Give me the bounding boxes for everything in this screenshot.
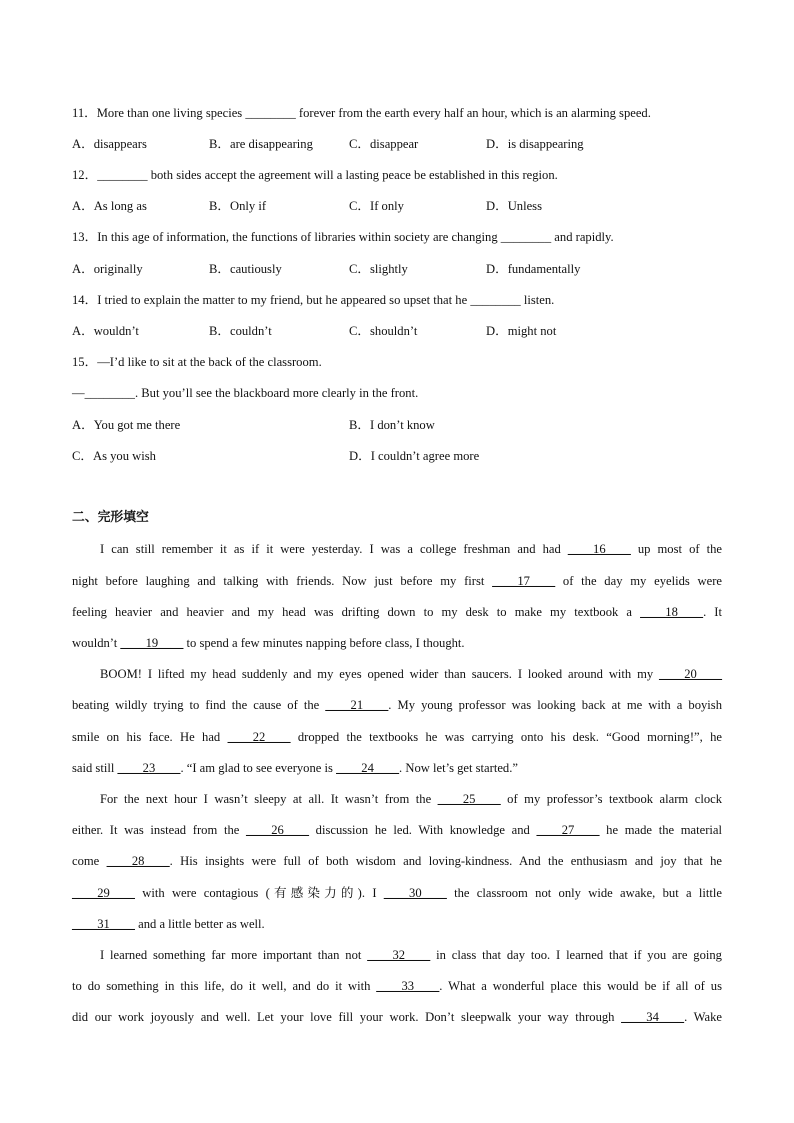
passage-text: . My young professor was looking back at me with a boyish <box>388 698 722 712</box>
cloze-blank[interactable]: ____31____ <box>72 917 135 931</box>
passage-line <box>72 760 722 776</box>
option-d[interactable]: D．I couldn’t agree more <box>349 449 480 463</box>
question-15-stem: 15．—I’d like to sit at the back of the classroom. <box>72 355 322 369</box>
cloze-blank[interactable]: ____20____ <box>659 667 722 681</box>
option-c[interactable]: C．As you wish <box>72 449 156 463</box>
cloze-blank[interactable]: ____34____ <box>621 1010 685 1024</box>
passage-text: said still <box>72 761 118 775</box>
passage-text: come <box>72 854 107 868</box>
option-c[interactable]: C．shouldn’t <box>349 324 418 338</box>
cloze-blank[interactable]: ____28____ <box>106 854 170 868</box>
passage-text: . His insights were full of both wisdom and loving-kindness. And the enthusiasm and joy that he <box>169 854 723 868</box>
option-b[interactable]: B．cautiously <box>209 262 282 276</box>
option-d[interactable]: D．fundamentally <box>486 262 581 276</box>
passage-text: I learned something far more important than not <box>100 948 368 962</box>
passage-text: did our work joyously and well. Let your love fill your work. Don’t sleepwalk your way through <box>72 1010 622 1024</box>
cloze-blank[interactable]: ____23____ <box>117 761 181 775</box>
option-c[interactable]: C．disappear <box>349 137 419 151</box>
cloze-blank[interactable]: ____18____ <box>640 605 704 619</box>
option-a[interactable]: A．As long as <box>72 199 147 213</box>
passage-line <box>100 947 722 963</box>
option-b[interactable]: B．Only if <box>209 199 267 213</box>
option-c[interactable]: C．If only <box>349 199 404 213</box>
passage-text: feeling heavier and heavier and my head was drifting down to my desk to make my textbook a <box>72 605 641 619</box>
cloze-blank[interactable]: ____33____ <box>376 979 440 993</box>
passage-line <box>100 541 722 557</box>
question-14-stem: 14．I tried to explain the matter to my friend, but he appeared so upset that he ________ listen. <box>72 293 555 307</box>
question-15-reply: —________. But you’ll see the blackboard more clearly in the front. <box>72 386 419 400</box>
passage-line <box>72 916 722 932</box>
passage-text: . “I am glad to see everyone is <box>180 761 337 775</box>
question-13-stem: 13．In this age of information, the functions of libraries within society are changing ________ and rapidly. <box>72 230 614 244</box>
passage-text: up most of the <box>630 542 722 556</box>
passage-line <box>72 729 722 745</box>
option-d[interactable]: D．Unless <box>486 199 542 213</box>
passage-text: in class that day too. I learned that if you are going <box>430 948 722 962</box>
section-heading: 二、完形填空 <box>72 510 149 525</box>
cloze-blank[interactable]: ____27____ <box>536 823 600 837</box>
cloze-blank[interactable]: ____32____ <box>367 948 431 962</box>
cloze-blank[interactable]: ____16____ <box>567 542 631 556</box>
passage-text: . Now let’s get started.” <box>399 761 518 775</box>
passage-text: to do something in this life, do it well, and do it with <box>72 979 377 993</box>
passage-text: beating wildly trying to find the cause of the <box>72 698 326 712</box>
passage-line <box>72 822 722 838</box>
passage-text: and a little better as well. <box>134 917 265 931</box>
passage-line <box>72 1009 722 1025</box>
passage-text: with were contagious (有感染力的). I <box>134 886 384 900</box>
passage-line <box>72 604 722 620</box>
passage-line <box>72 635 722 651</box>
question-11-stem: 11．More than one living species ________ forever from the earth every half an hour, which is an alarming speed. <box>72 106 651 120</box>
passage-text: he made the material <box>599 823 723 837</box>
option-a[interactable]: A．You got me there <box>72 418 181 432</box>
option-b[interactable]: B．couldn’t <box>209 324 272 338</box>
option-d[interactable]: D．might not <box>486 324 557 338</box>
cloze-blank[interactable]: ____24____ <box>336 761 400 775</box>
passage-line <box>72 885 722 901</box>
passage-text: I can still remember it as if it were yesterday. I was a college freshman and had <box>100 542 568 556</box>
passage-line <box>100 666 722 682</box>
option-b[interactable]: B．are disappearing <box>209 137 313 151</box>
passage-text: either. It was instead from the <box>72 823 247 837</box>
cloze-blank[interactable]: ____30____ <box>383 886 447 900</box>
passage-line <box>72 697 722 713</box>
option-b[interactable]: B．I don’t know <box>349 418 435 432</box>
passage-text: of my professor’s textbook alarm clock <box>500 792 722 806</box>
passage-text: night before laughing and talking with friends. Now just before my first <box>72 574 493 588</box>
passage-text: For the next hour I wasn’t sleepy at all. It wasn’t from the <box>100 792 438 806</box>
option-a[interactable]: A．disappears <box>72 137 147 151</box>
cloze-blank[interactable]: ____22____ <box>227 730 291 744</box>
passage-text: discussion he led. With knowledge and <box>308 823 537 837</box>
cloze-blank[interactable]: ____29____ <box>72 886 135 900</box>
passage-text: to spend a few minutes napping before class, I thought. <box>183 636 465 650</box>
option-c[interactable]: C．slightly <box>349 262 408 276</box>
passage-text: dropped the textbooks he was carrying onto his desk. “Good morning!”, he <box>290 730 722 744</box>
passage-line <box>100 791 722 807</box>
passage-text: of the day my eyelids were <box>555 574 723 588</box>
passage-line <box>72 978 722 994</box>
option-d[interactable]: D．is disappearing <box>486 137 584 151</box>
passage-line <box>72 853 722 869</box>
passage-text: . What a wonderful place this would be if all of us <box>439 979 722 993</box>
cloze-blank[interactable]: ____19____ <box>120 636 184 650</box>
passage-text: wouldn’t <box>72 636 121 650</box>
cloze-blank[interactable]: ____26____ <box>246 823 309 837</box>
option-a[interactable]: A．originally <box>72 262 143 276</box>
cloze-blank[interactable]: ____21____ <box>325 698 389 712</box>
passage-line <box>72 573 722 589</box>
passage-text: the classroom not only wide awake, but a little <box>446 886 723 900</box>
passage-text: smile on his face. He had <box>72 730 228 744</box>
passage-text: . Wake <box>684 1010 722 1024</box>
cloze-blank[interactable]: ____17____ <box>492 574 556 588</box>
option-a[interactable]: A．wouldn’t <box>72 324 139 338</box>
passage-text: BOOM! I lifted my head suddenly and my eyes opened wider than saucers. I looked around with my <box>100 667 660 681</box>
passage-text: . It <box>703 605 722 619</box>
question-12-stem: 12．________ both sides accept the agreement will a lasting peace be established in this region. <box>72 168 558 182</box>
cloze-blank[interactable]: ____25____ <box>437 792 501 806</box>
